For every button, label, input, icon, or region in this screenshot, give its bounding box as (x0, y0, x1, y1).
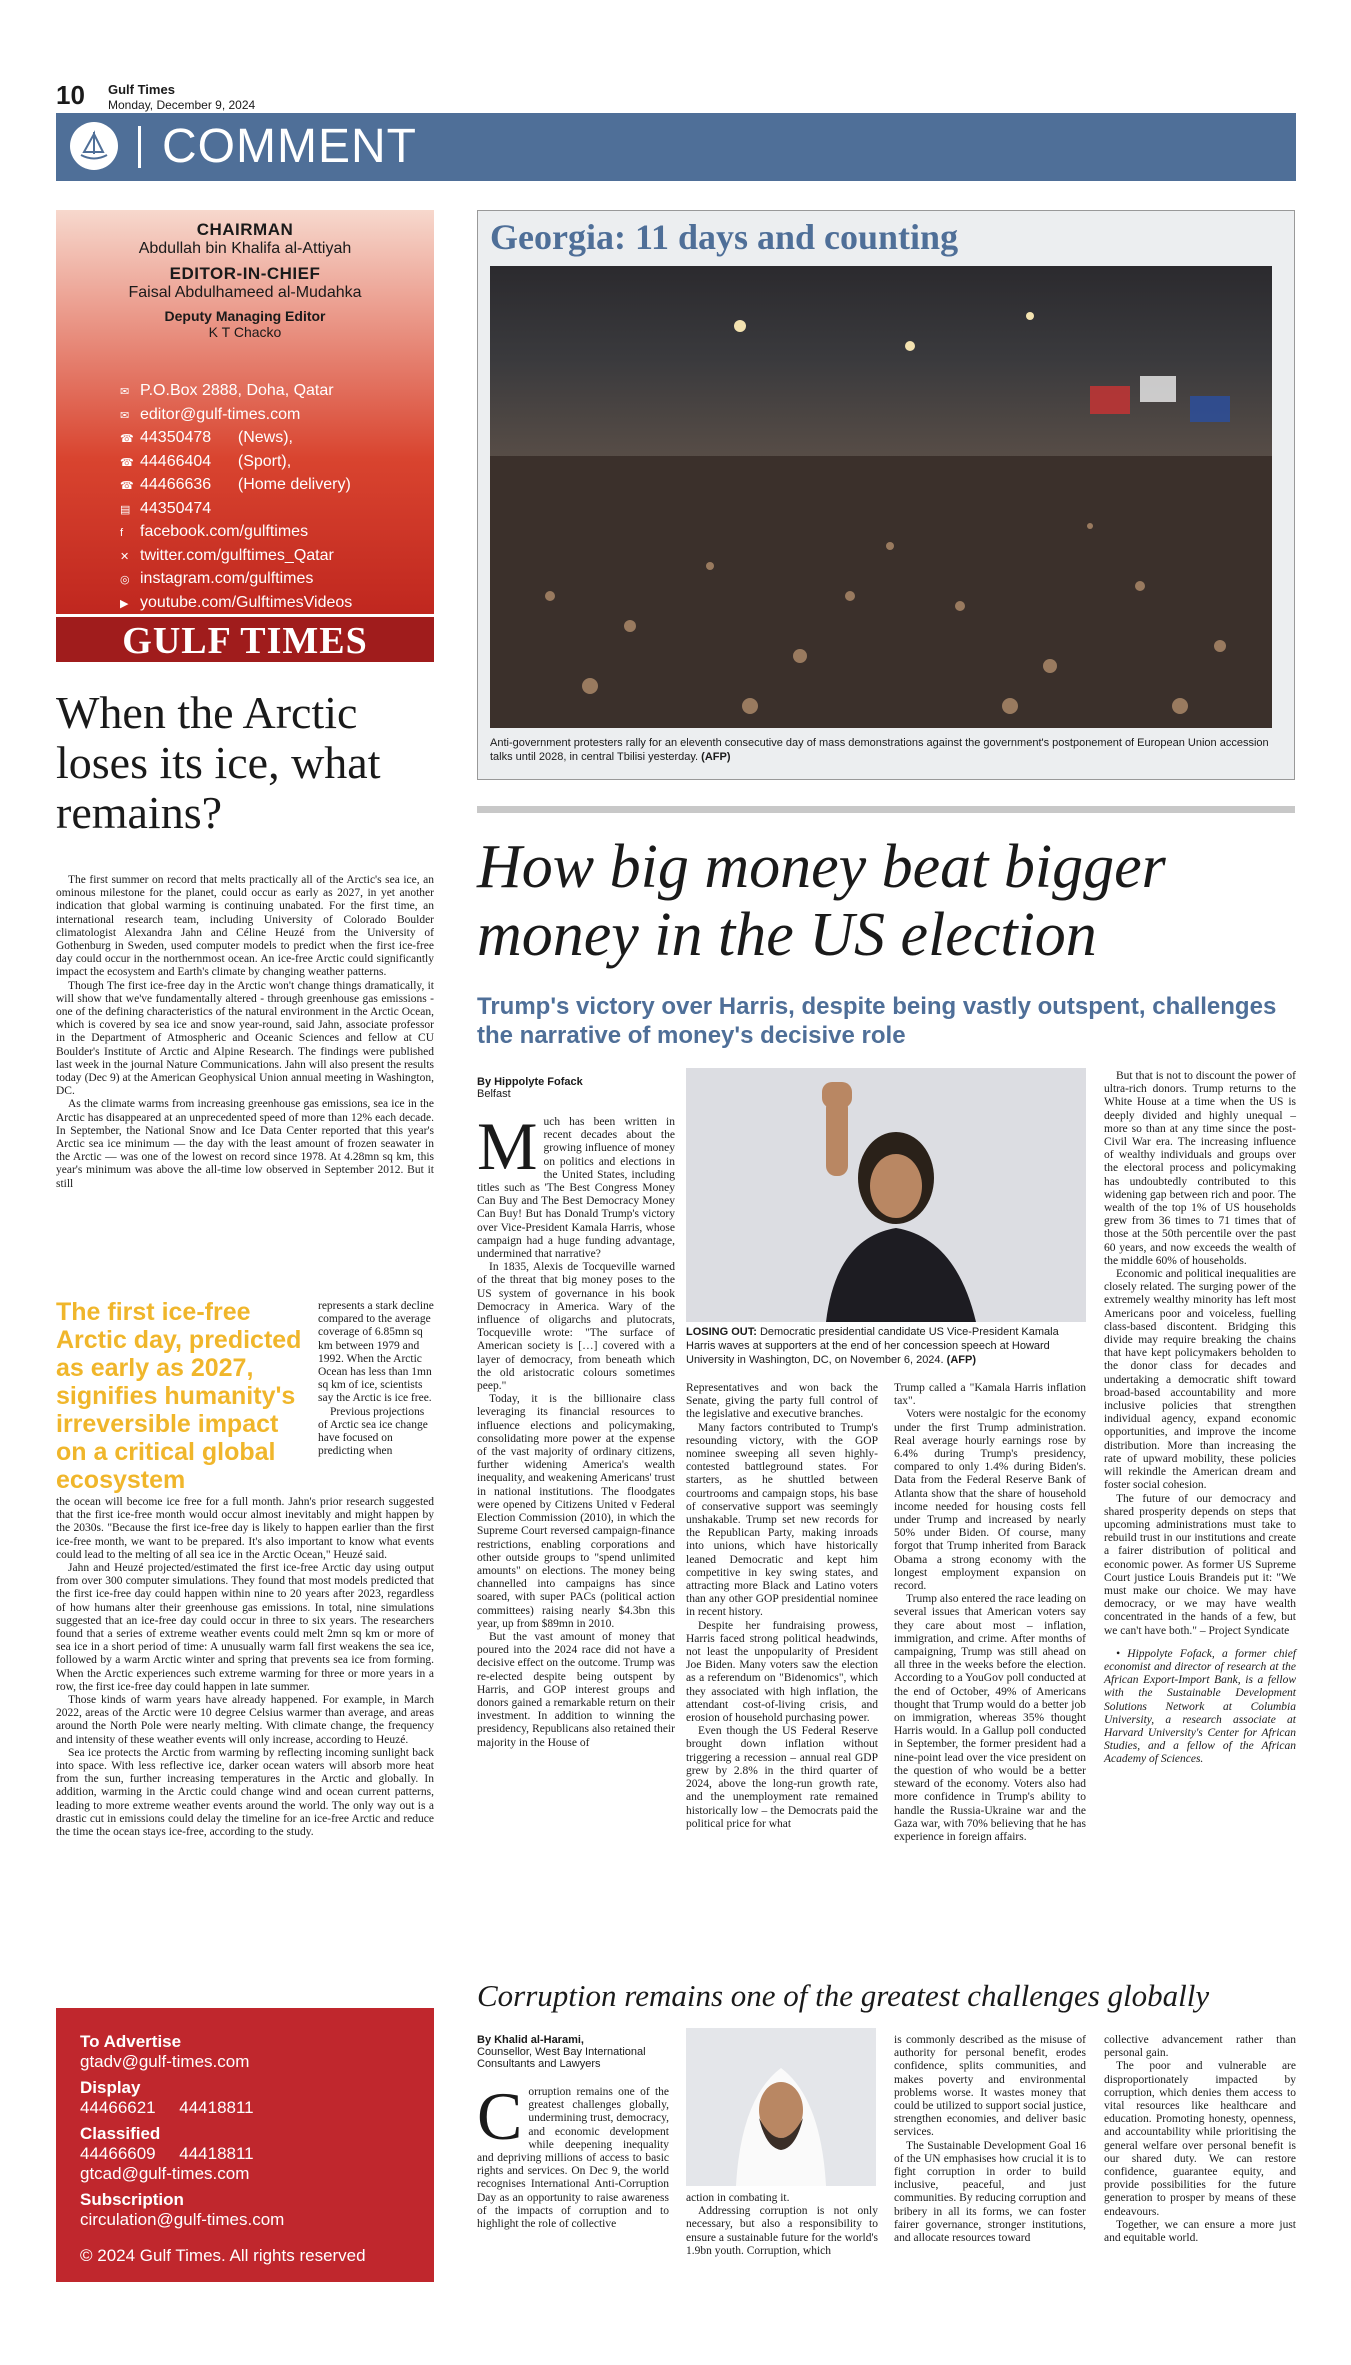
arctic-body-top: The first summer on record that melts practically all of the Arctic's sea ice, an ominous milestone for the planet, could occur as early as 2027, in yet another indication that global warming is continuing unabated. For the first time, an international research team, including University of Colorado Boulder climatologist Alexandra Jahn and Céline Heuzé from the University of Gothenburg in Sweden, used computer models to predict when the first ice-free day could occur in the northernmost ocean. An ice-free Arctic could significantly impact the ecosystem and Earth's climate by changing weather patterns. Though The first ice-free day in the Arctic won't change things dramatically, it will show that we've fundamentally altered - through greenhouse gas emissions - one of the defining characteristics of the natural environment in the Arctic Ocean, which is covered by sea ice and snow year-round, said Jahn, associate professor in the Department of Atmospheric and Oceanic Sciences and fellow at CU Boulder's Institute of Arctic and Alpine Research. The findings were published last week in the journal Nature Communications. Jahn will also present the results today (Dec 9) at the American Geophysical Union annual meeting in Washington, DC. As the climate warms from increasing greenhouse gas emissions, sea ice in the Arctic has disappeared at an unprecedented speed of more than 12% each decade. In September, the National Snow and Ice Data Center reported that this year's Arctic sea ice minimum — the day with the least amount of frozen seawater in the Arctic — was one of the lowest on record since 1978. At 4.28mn sq km, this year's minimum was above the all-time low observed in September 2012. But it still (56, 874, 434, 1190)
page-number: 10 (56, 80, 85, 110)
corruption-col-2: action in combating it. Addressing corruption is not only necessary, but also a responsibility to ensure a sustainable future for the world's 1.9bn youth. Corruption, which (686, 2192, 878, 2257)
harris-caption: LOSING OUT: Democratic presidential candidate US Vice-President Kamala Harris waves at supporters at the end of her concession speech at Howard University in Washington, DC, on November 6, 2024. (AFP) (686, 1326, 1059, 1366)
email-icon: ✉ (120, 409, 130, 422)
money-headline: How big money beat bigger money in the US election (477, 833, 1166, 969)
corruption-col-3: is commonly described as the misuse of authority for personal benefit, erodes confidence, splits communities, and makes poverty and environmental problems worse. It wastes money that could be utilized to support social justice, strengthen economies, and deliver basic services. The Sustainable Development Goal 16 of the UN emphasises how crucial it is to fight corruption in order to build inclusive, peaceful, and just communities. By reducing corruption and bribery in all its forms, we can foster fairer governance, stronger institutions, and allocate resources toward (894, 2034, 1086, 2245)
contact-post: ✉ P.O.Box 2888, Doha, Qatar (120, 380, 352, 404)
deputy-label: Deputy Managing Editor (164, 308, 326, 324)
staff-box (56, 210, 434, 662)
classified-email[interactable]: gtcad@gulf-times.com (80, 2164, 250, 2183)
money-subhead: Trump's victory over Harris, despite being vastly outspent, challenges the narrative of money's decisive role (477, 993, 1277, 1049)
advertise-box (56, 2008, 434, 2282)
contact-twitter: ✕ twitter.com/gulftimes_Qatar (120, 545, 352, 569)
arctic-body-narrow: represents a stark decline compared to the average coverage of 6.85mn sq km between 1979 and 1992. When the Arctic Ocean has less than 1mn sq km of ice, scientists say the Arctic is ice free. Previous projections of Arctic sea ice change have focused on predicting when (318, 1300, 434, 1458)
corruption-col-4: collective advancement rather than personal gain. The poor and vulnerable are disproportionately impacted by corruption, which denies them access to vital resources like healthcare and education. Promoting honesty, openness, and accountability while prioritising the general welfare over personal benefit is our shared duty. We can restore confidence, guarantee equity, and provide possibilities for the future generation to prosper by means of these endeavours. Together, we can ensure a more just and equitable world. (1104, 2034, 1296, 2245)
arctic-headline: When the Arctic loses its ice, what remains? (56, 687, 381, 838)
facebook-icon: f (120, 527, 124, 539)
editor-label: EDITOR-IN-CHIEF (169, 264, 321, 283)
subscription-heading: Subscription (80, 2190, 184, 2209)
georgia-headline: Georgia: 11 days and counting (490, 217, 959, 257)
classified-phones: 44466609 44418811 (80, 2144, 254, 2163)
money-byline: By Hippolyte Fofack (477, 1076, 583, 1088)
money-col-1: By Hippolyte Fofack Belfast M uch has been written in recent decades about the growing influence of money on politics and elections in the United States, including titles such as 'The Best Congress Money Can Buy and The Best Democracy Money Can Buy! But has Donald Trump's victory over Vice-President Kamala Harris, whose campaign had a huge funding advantage, undermined that narrative? In 1835, Alexis de Tocqueville warned of the threat that big money poses to the US system of governance in his book Democracy in America. Wary of the influence of oligarchs and plutocrats, Tocqueville wrote: "The surface of American society is […] covered with a layer of democracy, from beneath which the old aristocratic colours sometimes peep." Today, it is the billionaire class leveraging its financial resources to influence elections and policymaking, consolidating more power at the expense of the vast majority of ordinary citizens, further widening America's wealth inequality, and weakening Americans' trust in national institutions. The floodgates were opened by Citizens United v Federal Election Commission (2010), in which the Supreme Court reversed campaign-finance restrictions, enabling corporations and other outside groups to "spend unlimited amounts" on elections. The money being channelled into campaigns has since soared, with super PACs (political action committees) raising nearly $4.3bn this year, up from $89mn in 2010. But the vast amount of money that poured into the 2024 race did not have a decisive effect on the outcome. Trump was re-elected despite being outspent by Harris, and GOP interest groups and donors gained a remarkable return on their investment. In addition to winning the presidency, Republicans also retained their majority in the House of (477, 1076, 675, 1749)
issue-date: Monday, December 9, 2024 (108, 98, 256, 112)
section-rule (477, 806, 1295, 813)
money-location: Belfast (477, 1088, 511, 1100)
money-col-4: But that is not to discount the power of ultra-rich donors. Trump returns to the White House at a time when the US is deeply divided and highly unequal – more so than at any time since the post-Civil War era. The increasing influence of wealthy individuals and groups over the electoral process and policymaking has undoubtedly contributed to this widening gap between rich and poor. The wealth of the top 1% of US households grew from 36 times to 71 times that of those at the 50th percentile over the past 60 years, and now exceeds the wealth of the middle 60% of households. Economic and political inequalities are closely related. The surging power of the extremely wealthy minority has left most Americans poor and voiceless, fuelling class-based discontent. Bridging this divide may require breaking the chains that have kept policymakers beholden to the donor class for decades and undertaking a democratic shift toward broad-based accountability and more inclusive policies that strengthen individual agency, expand economic opportunities, and improve the income distribution. More than increasing the rate of upward mobility, these policies will rekindle the American dream and foster social cohesion. The future of our democracy and shared prosperity depends on steps that upcoming administrations must take to rebuild trust in our institutions and create a fairer distribution of political and economic power. As former US Supreme Court justice Louis Brandeis put it: "We must make our choice. We may have democracy, or we may have wealth concentrated in the hands of a few, but we can't have both." – Project Syndicate • Hippolyte Fofack, a former chief economist and director of research at the African Export-Import Bank, is a fellow with the Sustainable Development Solutions Network at Columbia University, a research associate at Harvard University's Center for African Studies, and a fellow of the African Academy of Sciences. (1104, 1070, 1296, 1766)
corruption-headline: Corruption remains one of the greatest challenges globally (477, 1978, 1210, 2013)
protest-photo (490, 266, 1272, 728)
display-heading: Display (80, 2078, 141, 2097)
arctic-body-bottom: the ocean will become ice free for a full month. Jahn's prior research suggested that the first ice-free month would occur almost inevitably and might happen by the 2030s. "Because the first ice-free day is likely to happen earlier than the first ice-free month, we want to be prepared. It's also important to know what events could lead to the melting of all sea ice in the Arctic Ocean," Heuzé said. Jahn and Heuzé projected/estimated the first ice-free Arctic day using output from over 300 computer simulations. They found that most models predicted that the first ice-free day could happen within nine to 20 years after 2023, regardless of how humans alter their greenhouse gas emissions. In total, nine simulations suggested that an ice-free day could occur in three to six years. The researchers found that a series of extreme weather events could melt 2mn sq km or more of sea ice in a short period of time: A unusually warm fall first weakens the sea ice, followed by a warm Arctic winter and spring that prevents sea ice from forming. When the Arctic experiences such extreme warming for three or more years in a row, the first ice-free day could happen in late summer. Those kinds of warm years have already happened. For example, in March 2022, areas of the Arctic were 10 degree Celsius warmer than average, and areas around the North Pole were nearly melting. With climate change, the frequency and intensity of these weather events will only increase, according to Heuzé. Sea ice protects the Arctic from warming by reflecting incoming sunlight back into space. With less reflective ice, darker ocean waters will absorb more heat from the sun, further increasing temperatures in the Arctic and globally. In addition, warming in the Arctic could change wind and ocean current patterns, leading to more extreme weather events around the world. The only way out is a drastic cut in emissions could delay the timeline for an ice-free Arctic and reduce the time the ocean stays ice-free, according to the study. (56, 1496, 434, 1839)
phone-icon: ☎ (120, 433, 134, 445)
x-icon: ✕ (120, 550, 130, 563)
classified-heading: Classified (80, 2124, 161, 2143)
section-banner (56, 113, 1296, 181)
contact-list (120, 380, 352, 615)
copyright: © 2024 Gulf Times. All rights reserved (80, 2246, 366, 2265)
publication-name: Gulf Times (108, 82, 175, 97)
banner-divider (138, 126, 141, 168)
arctic-pull-quote: The first ice-free Arctic day, predicted as early as 2027, signifies humanity's irreversible impact on a critical global ecosystem (56, 1298, 302, 1494)
contact-instagram: ◎ instagram.com/gulftimes (120, 568, 352, 592)
youtube-icon: ▶ (120, 597, 129, 610)
subscription-email[interactable]: circulation@gulf-times.com (80, 2210, 285, 2229)
contact-sport: ☎ 44466404 (Sport), (120, 451, 352, 475)
post-icon: ✉ (120, 386, 130, 398)
contact-fax: ▤ 44350474 (120, 498, 352, 522)
chairman-name: Abdullah bin Khalifa al-Attiyah (138, 240, 352, 257)
instagram-icon: ◎ (120, 574, 130, 586)
author-illustration (686, 2028, 876, 2186)
fax-icon: ▤ (120, 503, 131, 516)
ship-logo-icon (70, 122, 118, 170)
chairman-label: CHAIRMAN (196, 220, 294, 239)
corruption-byline: By Khalid al-Harami, (477, 2034, 584, 2046)
harris-photo (686, 1068, 1086, 1322)
money-col-2: Representatives and won back the Senate, giving the party full control of the legislative and executive branches. Many factors contributed to Trump's resounding victory, with the GOP nominee sweeping all seven highly-contested battleground states. For starters, as he shuttled between courtrooms and campaign stops, his base of conservative support was seemingly unshakable. Trump set new records for the Republican Party, making inroads into unions, which have historically leaned Democratic and kept him competitive in key swing states, and attracting more Black and Latino voters than any other GOP presidential nominee in recent history. Despite her fundraising prowess, Harris faced strong political headwinds, not least the unpopularity of President Joe Biden. Many voters saw the election as a referendum on "Bidenomics", which they associated with high inflation, the attendant cost-of-living crisis, and erosion of household purchasing power. Even though the US Federal Reserve brought down inflation without triggering a recession – annual real GDP grew by 2.8% in the third quarter of 2024, above the long-run growth rate, and the unemployment rate remained historically low – the Democrats paid the political price for what (686, 1382, 878, 1830)
money-col-3: Trump called a "Kamala Harris inflation tax". Voters were nostalgic for the economy under the first Trump administration. Real average hourly earnings rose by 6.4% during Trump's presidency, compared to only 1.4% during Biden's. Data from the Federal Reserve Bank of Atlanta show that the share of household income needed for housing costs fell under Trump and increased by nearly 50% under Biden. Of course, many forgot that Trump inherited from Barack Obama a strong economy with the longest employment expansion on record. Trump also entered the race leading on several issues that American voters say they care about most – inflation, immigration, and crime. After months of campaigning, Trump was still ahead on all three in the weeks before the election. According to a YouGov poll conducted at the end of October, 49% of Americans thought that Trump would do a better job on immigration, whereas 35% thought Harris would. In a Gallup poll conducted in September, the former president had a nine-point lead over the vice president on the question of who would be a better steward of the economy. Voters also had more confidence in Trump's ability to handle the Russia-Ukraine war and the Gaza war, with 70% believing that he has experience in foreign affairs. (894, 1382, 1086, 1843)
crowd-illustration (490, 266, 1272, 728)
display-phones: 44466621 44418811 (80, 2098, 254, 2117)
deputy-name: K T Chacko (208, 324, 282, 340)
money-dropcap: M (477, 1108, 538, 1184)
section-title: COMMENT (162, 120, 417, 173)
editor-name: Faisal Abdulhameed al-Mudahka (128, 284, 362, 301)
corruption-dropcap: C (477, 2078, 523, 2154)
advert-heading: To Advertise (80, 2032, 182, 2051)
contact-facebook: f facebook.com/gulftimes (120, 521, 352, 545)
advert-email[interactable]: gtadv@gulf-times.com (80, 2052, 250, 2071)
contact-youtube: ▶ youtube.com/GulftimesVideos (120, 592, 352, 616)
contact-delivery: ☎ 44466636 (Home delivery) (120, 474, 352, 498)
georgia-caption: Anti-government protesters rally for an eleventh consecutive day of mass demonstrations against the government's postponement of European Union accession talks until 2028, in central Tbilisi yesterday. (AFP) (490, 737, 1269, 763)
harris-illustration (686, 1068, 1086, 1322)
contact-news: ☎ 44350478 (News), (120, 427, 352, 451)
phone-icon: ☎ (120, 456, 134, 469)
corruption-role: Counsellor, West Bay International Consultants and Lawyers (477, 2046, 646, 2070)
author-bio: • Hippolyte Fofack, a former chief economist and director of research at the African Export-Import Bank, is a fellow with the Sustainable Development Solutions Network at Columbia University, a research associate at Harvard University's Center for African Studies, and a fellow of the African Academy of Sciences. (1104, 1647, 1296, 1766)
corruption-col-1: By Khalid al-Harami, Counsellor, West Bay International Consultants and Lawyers C orruption remains one of the greatest challenges globally, undermining trust, democracy, and economic development while deepening inequality and depriving millions of access to basic rights and services. On Dec 9, the world recognises International Anti-Corruption Day as an opportunity to raise awareness of the impacts of corruption and to highlight the role of collective (477, 2034, 669, 2231)
author-photo (686, 2028, 876, 2186)
contact-email: ✉ editor@gulf-times.com (120, 404, 352, 428)
gulf-times-logo: GULF TIMES (56, 614, 434, 662)
phone-icon: ☎ (120, 480, 134, 492)
